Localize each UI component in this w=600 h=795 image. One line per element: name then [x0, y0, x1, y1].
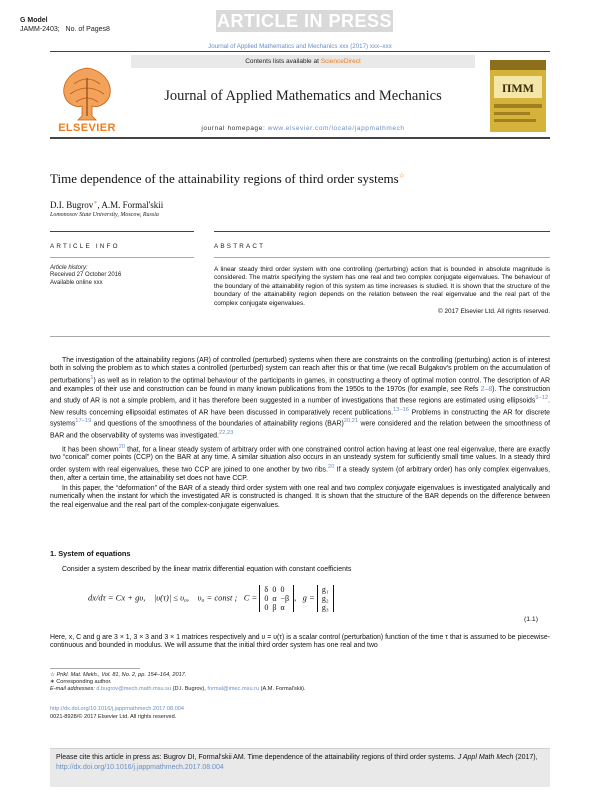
abstract-rule-bottom [50, 336, 550, 337]
page-count: No. of Pages8 [65, 26, 110, 33]
ref-link[interactable]: 2–8 [480, 385, 493, 393]
doi-link[interactable]: http://dx.doi.org/10.1016/j.jappmathmech.2017.08.004 [50, 706, 185, 712]
author-bugrov[interactable]: D.I. Bugrov [50, 200, 94, 210]
author-formalskii[interactable]: A.M. Formal'skii [101, 200, 164, 210]
eq-constraint: |υ(τ)| ≤ υ₀, [153, 592, 190, 603]
info-rule-mid [50, 257, 194, 258]
section-heading: 1. System of equations [50, 549, 131, 558]
gmodel-text: G Model [20, 17, 48, 24]
masthead-rule-top [50, 51, 550, 52]
paragraph-1: The investigation of the attainability regions (AR) of controlled (perturbed) systems when there are constraints on the controlling (perturbing) action is of interest both in solving the problem as to which states a controlled (perturbed) system can reach after this or that time (we recall Bulgakov's problem on the accumulation of perturbations$^1$) as well as in relation to the optimal behaviour of the participants in games, in constructing a theory of optimal motion control. The description of AR and examples of their use and construction can be found in many known publications from the 1950s to the 1970s (for example, see Refs 2–8). The construction and study of AR is not a simple problem, and it has therefore been suggested in a number of investigations that these regions are estimated using ellipsoids$^{9-12}$. New results concerning ellipsoidal estimates of AR have been discussed in comparatively recent publications.$^{13-16}$ Problems in constructing the AR for discrete systems$^{17-19}$ and questions of the smoothness of the boundaries of attainability regions (BAR)$^{20,21}$ were considered and the relation between the smoothness of BAR and the observability of systems was investigated.$^{22,23}$ [50, 357, 550, 440]
ref-link[interactable]: 9–12 [535, 394, 549, 401]
corresponding-mark[interactable]: ∗ [93, 200, 98, 206]
history-label: Article history: [50, 265, 88, 271]
paragraph-5: Here, x, C and g are 3 × 1, 3 × 3 and 3 × 1 matrices respectively and υ = υ(τ) is a scalar control (perturbation) function of the time τ that is assumed to be piecewise-continuous and bounded in modulus. We will assume that the initial third order system has one real and two [50, 634, 550, 650]
paragraph-4: Consider a system described by the linear matrix differential equation with constant coefficients [62, 566, 352, 573]
footnote-source: Prikl. Mat. Mekh., Vol. 81, No. 2, pp. 154–164, 2017. [56, 672, 187, 678]
gmodel-label [20, 16, 110, 34]
journal-homepage [131, 125, 475, 132]
affiliation: Lomonosov State University, Moscow, Russia [50, 212, 159, 218]
abstract-rule-mid [214, 257, 550, 258]
cite-doi-link[interactable]: http://dx.doi.org/10.1016/j.jappmathmech.2017.08.004 [56, 763, 224, 771]
ref-link[interactable]: 20,21 [343, 418, 359, 425]
journal-ref-link[interactable]: Journal of Applied Mathematics and Mechanics xxx (2017) xxx–xxx [208, 43, 392, 50]
footnote-corresponding: Corresponding author. [56, 679, 112, 686]
abstract-text: A linear steady third order system with one controlling (perturbing) action that is bounded in absolute magnitude is considered. The matrix specifying the system has one real and two complex conjugate eigenvalues. The behaviour of the boundary of the attainability region of this system as time increases is studied. It is shown that the structure of the boundary of the attainability region depends on the relation between the real eigenvalue and the real part of the complex conjugate eigenvalues. [214, 266, 550, 307]
online-date: Available online xxx [50, 279, 103, 286]
authors: D.I. Bugrov∗, A.M. Formal'skii [50, 200, 164, 210]
elsevier-logo-text: ELSEVIER [58, 122, 116, 134]
paragraph-3: In this paper, the “deformation” of the BAR of a steady third order system with one real and two complex conjugate eigenvalues is investigated analytically and numerically when the instant for which the investigated AR is constructed is changed. It is shown that the structure of the BAR depends on the difference between the real eigenvalue and the real part of the complex-conjugate eigenvalues. [50, 484, 550, 509]
article-in-press-banner [216, 10, 393, 32]
footnotes: ☆ Prikl. Mat. Mekh., Vol. 81, No. 2, pp. 154–164, 2017. ∗ Corresponding author. E-mail addresses: d.bugrov@mech.math.msu.su (D.I. Bugrov), formal@imec.msu.ru (A.M. Formal'skii). [50, 672, 306, 693]
paper-title [50, 171, 405, 187]
elsevier-tree-icon [52, 64, 122, 122]
abstract-copyright: © 2017 Elsevier Ltd. All rights reserved. [438, 308, 550, 316]
footnote-rule [50, 668, 140, 669]
paragraph-2: It has been shown$^{20}$ that, for a linear steady system of arbitrary order with one constrained control action having at least one real eigenvalue, there are exactly two “conical” corner points (CCP) on the BAR at any time. A similar situation also occurs in an unsteady system for sufficiently small time values. In a steady third order system with real eigenvalues, these two CCP are joined to one another by two ribs.$^{20}$ If a steady system (of arbitrary order) has only complex eigenvalues, then, after a certain time, the attainability set does not have CCP. [50, 443, 551, 482]
equation-number: (1.1) [524, 616, 538, 623]
vector-g: g₁ g₂ g₃ [317, 585, 334, 612]
body-paragraphs [50, 357, 550, 510]
cover-label: ПММ [502, 81, 534, 95]
email-link-bugrov[interactable]: d.bugrov@mech.math.msu.su [96, 686, 172, 693]
sciencedirect-link[interactable]: ScienceDirect [320, 58, 361, 65]
eq-c-label: C = [243, 592, 258, 603]
abstract-heading: ABSTRACT [214, 243, 266, 250]
eq-lhs: dx/dτ = Cx + gυ, [88, 592, 146, 603]
issn-line: 0021-8928/© 2017 Elsevier Ltd. All rights reserved. [50, 714, 177, 720]
ref-link[interactable]: 20 [118, 443, 126, 450]
matrix-c: δ 0 0 0 α −β 0 β α [259, 585, 294, 612]
jamm-code: JAMM-2403; [20, 26, 60, 33]
abstract-rule-top [214, 231, 550, 232]
ref-link[interactable]: 22,23 [218, 430, 234, 437]
ref-link[interactable]: 17–19 [75, 418, 92, 425]
homepage-prefix: journal homepage: [201, 125, 268, 132]
paper-title-text: Time dependence of the attainability regions of third order systems [50, 171, 399, 186]
journal-title: Journal of Applied Mathematics and Mechanics [164, 88, 442, 104]
contents-prefix: Contents lists available at [245, 58, 321, 65]
ref-link[interactable]: 20 [327, 463, 335, 470]
eq-const: υ₀ = const ; [197, 592, 238, 603]
banner-text: ARTICLE IN PRESS [216, 10, 393, 31]
title-footnote-mark[interactable]: ☆ [398, 171, 405, 180]
ref-link[interactable]: 1 [90, 374, 94, 381]
ref-link[interactable]: 13–16 [392, 406, 409, 413]
cite-journal: J Appl Math Mech [457, 754, 514, 761]
article-info-heading: ARTICLE INFO [50, 243, 120, 250]
eq-g-label: g = [302, 592, 315, 603]
abstract-body [214, 266, 550, 316]
article-history [50, 265, 121, 287]
journal-cover-image [490, 60, 546, 132]
homepage-link[interactable]: www.elsevier.com/locate/jappmathmech [267, 125, 405, 132]
masthead-rule-bottom [50, 137, 550, 139]
equation-1-1: dx/dτ = Cx + gυ, |υ(τ)| ≤ υ₀, υ₀ = const ; C = δ 0 0 0 α −β 0 β α , g = g₁ g₂ g₃ [88, 585, 334, 612]
info-rule-top [50, 231, 194, 232]
contents-band [131, 55, 475, 68]
email-link-formalskii[interactable]: formal@imec.msu.ru [207, 686, 260, 693]
citation-text: Please cite this article in press as: Bugrov DI, Formal'skii AM. Time dependence of the attainability regions of third order systems. J Appl Math Mech (2017), http://dx.doi.org/10.1016/j.jappmathmech.2017.08.004 [56, 754, 538, 771]
received-date: Received 27 October 2016 [50, 272, 122, 279]
